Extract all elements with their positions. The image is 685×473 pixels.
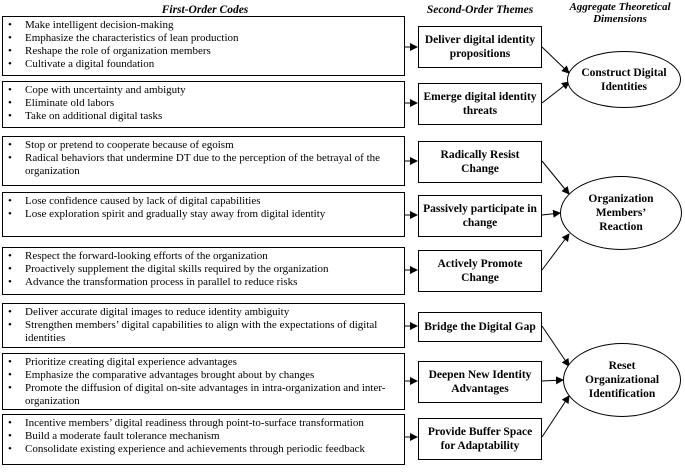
header-aggregate-dimensions: Aggregate Theoretical Dimensions [569, 1, 671, 25]
codes-box-8 [2, 414, 405, 465]
dimension-organization-members-reaction: Organization Members’ Reaction [560, 176, 682, 250]
theme-box-1: Deliver digital identity propositions [418, 26, 542, 68]
theme-box-7: Deepen New Identity Advantages [418, 361, 542, 403]
list-item: • Prioritize creating digital experience advantages [8, 356, 237, 368]
list-item: • Stop or pretend to cooperate because of egoism [8, 139, 234, 151]
list-item: • Reshape the role of organization members [8, 45, 211, 57]
arrow-theme-3-to-dim-2 [542, 161, 569, 194]
codes-box-2 [2, 81, 405, 128]
theme-box-6: Bridge the Digital Gap [418, 312, 542, 342]
list-item: • Emphasize the comparative advantages brought about by changes [8, 369, 315, 381]
codes-box-6 [2, 303, 405, 348]
codes-box-7 [2, 353, 405, 410]
theme-box-8: Provide Buffer Space for Adaptability [418, 418, 542, 460]
header-first-order-codes: First-Order Codes [161, 4, 249, 16]
list-item: • Make intelligent decision-making [8, 19, 174, 31]
dimension-construct-digital-identities: Construct Digital Identities [567, 51, 681, 108]
dimension-reset-organizational-identification: Reset Organizational Identification [563, 343, 681, 417]
theme-box-3: Radically Resist Change [418, 141, 542, 183]
list-item: • Take on additional digital tasks [8, 110, 163, 122]
list-item: • Cultivate a digital foundation [8, 58, 155, 70]
arrow-theme-8-to-dim-3 [542, 396, 569, 437]
list-item: • Deliver accurate digital images to reduce identity ambiguity [8, 306, 290, 318]
arrow-theme-4-to-dim-2 [542, 213, 560, 215]
list-item: • Consolidate existing experience and achievements through periodic feedback [8, 443, 365, 455]
codes-box-5 [2, 247, 405, 295]
arrow-theme-1-to-dim-1 [542, 47, 569, 73]
arrow-theme-6-to-dim-3 [542, 326, 569, 366]
arrow-theme-5-to-dim-2 [542, 234, 569, 270]
list-item: • Proactively supplement the digital skills required by the organization [8, 263, 329, 275]
list-item: • Lose confidence caused by lack of digital capabilities [8, 195, 261, 207]
list-item: • Radical behaviors that undermine DT due to the perception of the betrayal of the organization [8, 152, 381, 177]
list-item: • Promote the diffusion of digital on-site advantages in intra-organization and inter-organization [8, 382, 386, 407]
header-second-order-themes: Second-Order Themes [426, 4, 534, 16]
list-item: • Emphasize the characteristics of lean production [8, 32, 239, 44]
theme-box-5: Actively Promote Change [418, 250, 542, 292]
arrow-theme-2-to-dim-1 [542, 82, 569, 103]
list-item: • Strengthen members’ digital capabilities to align with the expectations of digital identities [8, 319, 378, 344]
list-item: • Respect the forward-looking efforts of the organization [8, 250, 268, 262]
arrow-theme-7-to-dim-3 [542, 380, 563, 381]
theme-box-4: Passively participate in change [418, 195, 542, 237]
list-item: • Eliminate old labors [8, 97, 115, 109]
list-item: • Lose exploration spirit and gradually stay away from digital identity [8, 208, 326, 220]
list-item: • Incentive members’ digital readiness through point-to-surface transformation [8, 417, 364, 429]
theme-box-2: Emerge digital identity threats [418, 83, 542, 125]
list-item: • Cope with uncertainty and ambiguty [8, 84, 186, 96]
list-item: • Advance the transformation process in parallel to reduce risks [8, 276, 298, 288]
codes-box-4 [2, 192, 405, 237]
codes-box-1 [2, 16, 405, 76]
list-item: • Build a moderate fault tolerance mechanism [8, 430, 220, 442]
codes-box-3 [2, 136, 405, 186]
